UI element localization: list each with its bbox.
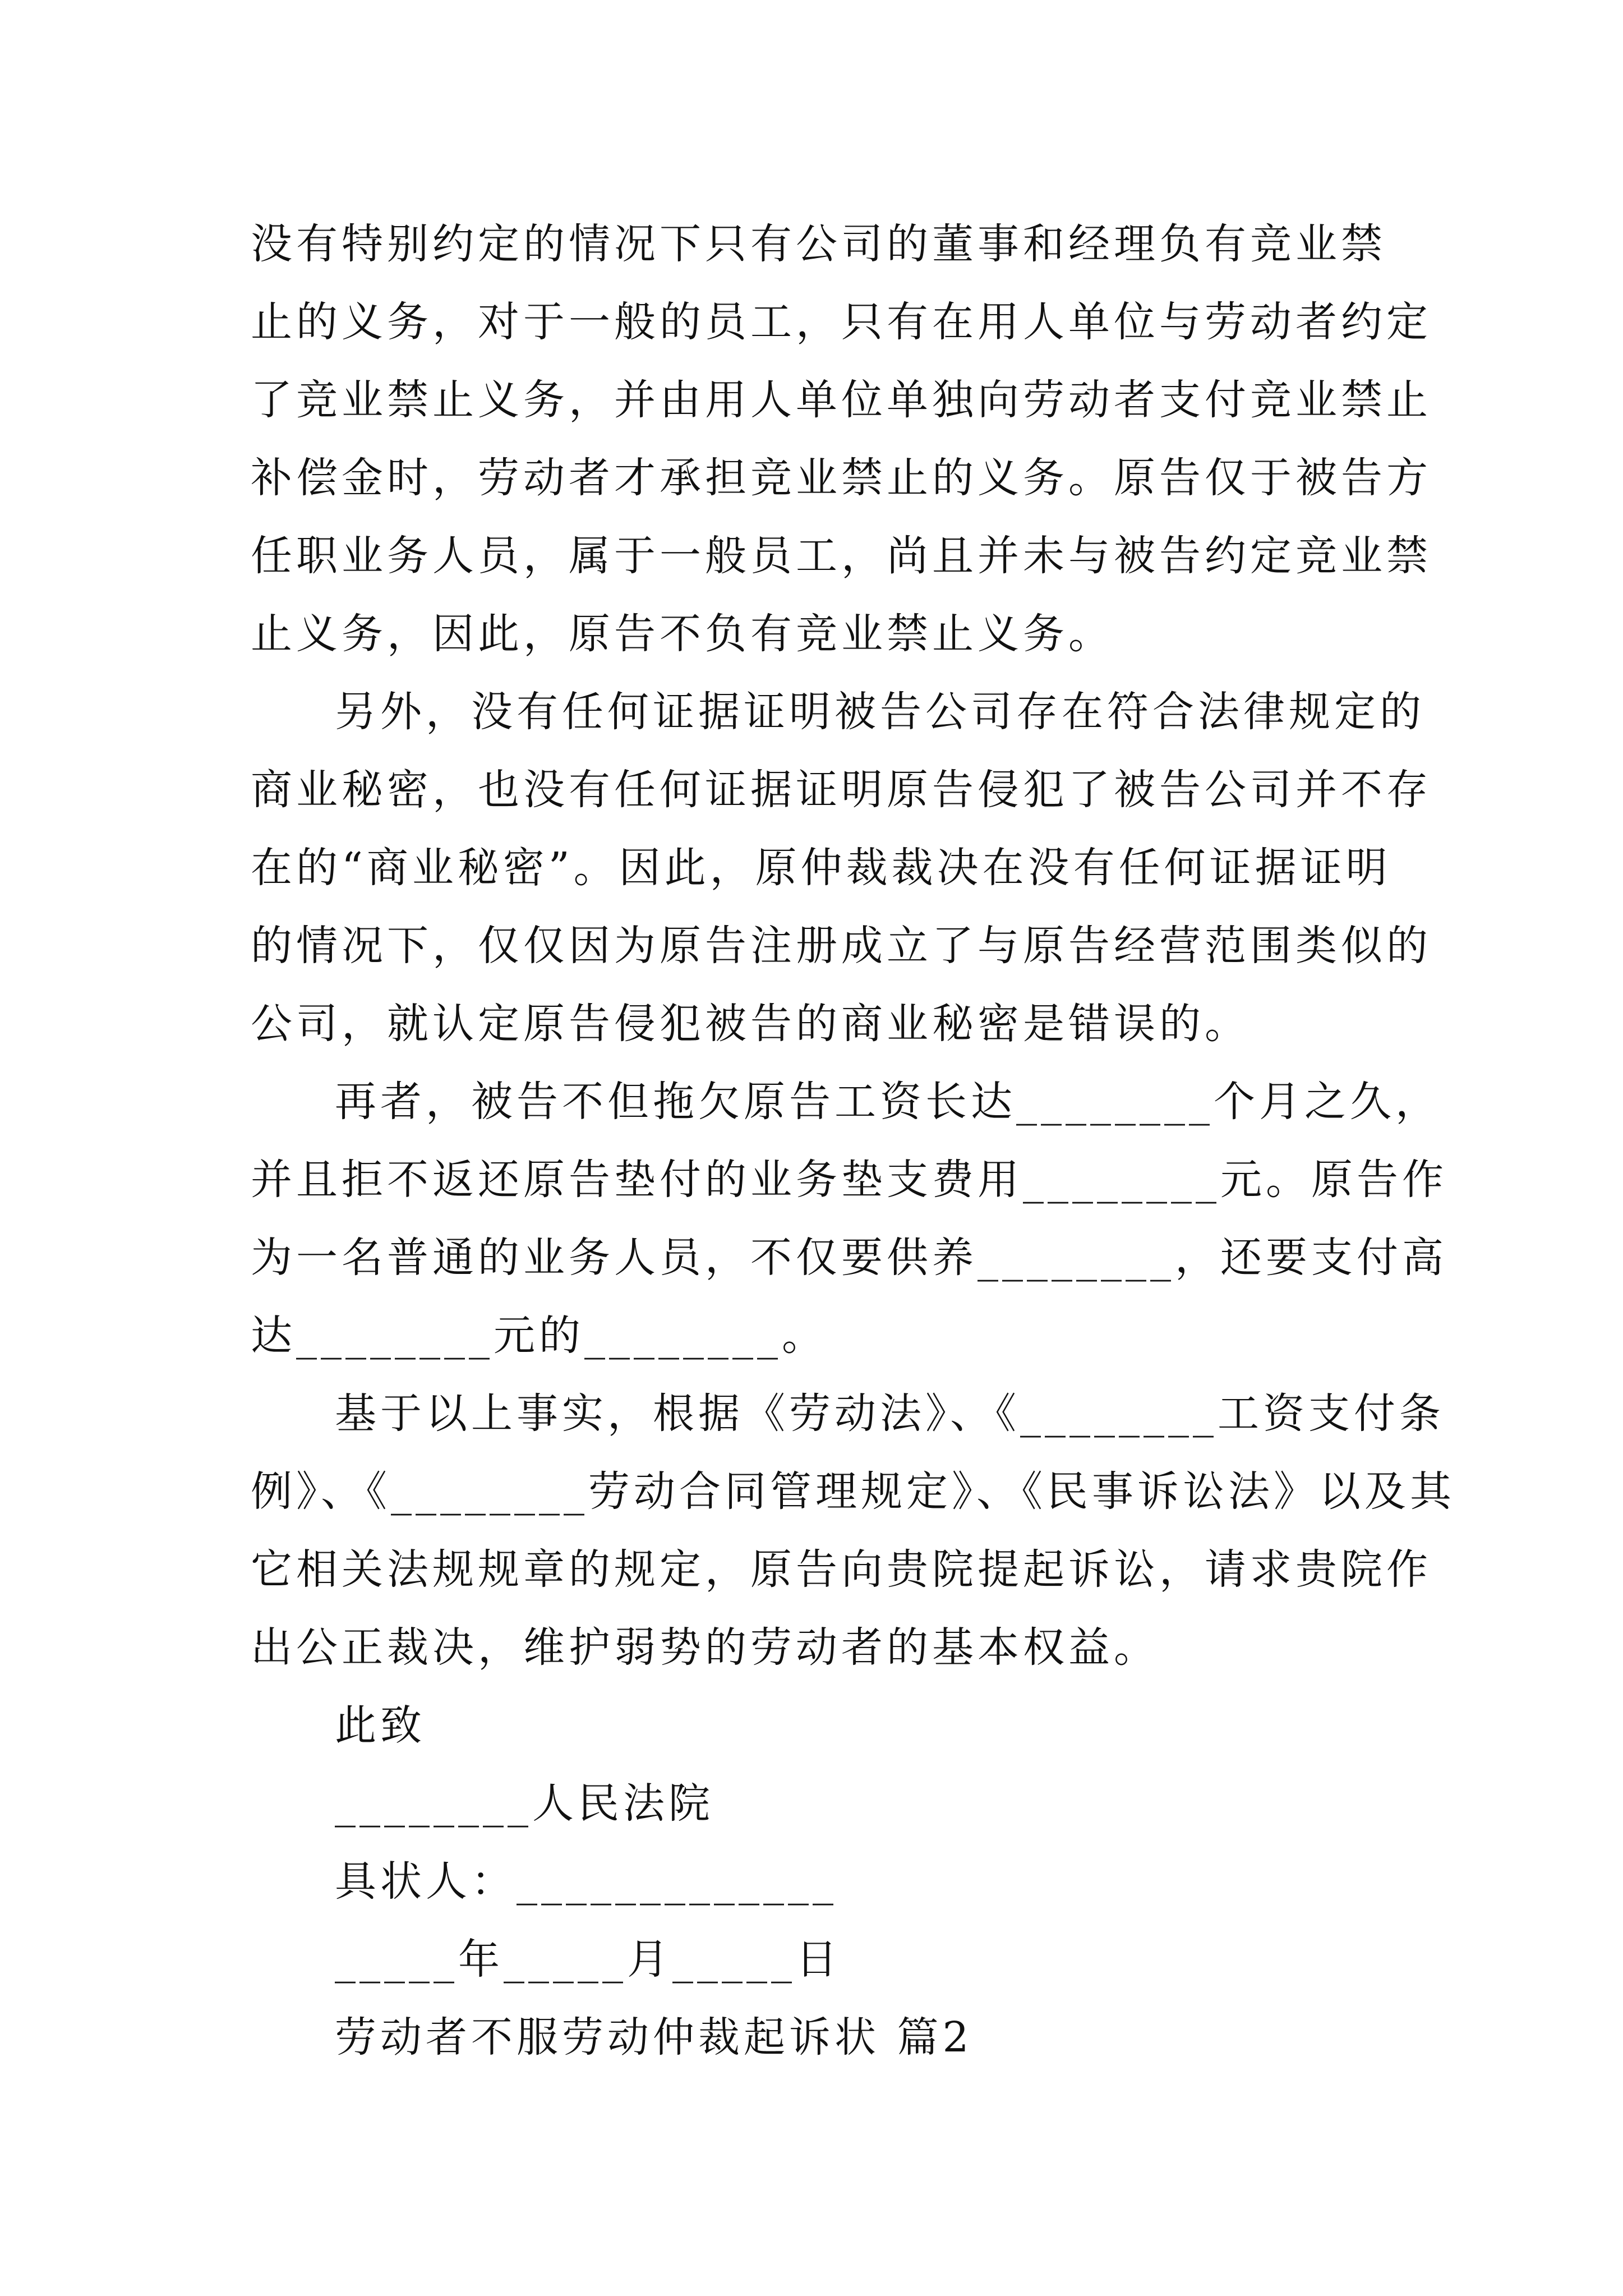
text-line: 在的“商业秘密”。因此，原仲裁裁决在没有任何证据证明 [251,844,1391,892]
text-line: 了竞业禁止义务，并由用人单位单独向劳动者支付竞业禁止 [251,376,1432,424]
court-name-field: ________人民法院 [335,1779,714,1828]
text-line: 公司，就认定原告侵犯被告的商业秘密是错误的。 [251,1000,1250,1048]
text-line: 止义务，因此，原告不负有竞业禁止义务。 [251,610,1114,658]
next-section-title: 劳动者不服劳动仲裁起诉状 篇2 [335,2013,973,2062]
paragraph-trade-secret [251,673,1432,1063]
salutation: 此致 [335,1701,426,1750]
text-line: 另外，没有任何证据证明被告公司存在符合法律规定的 [335,688,1425,736]
paragraph-wages [251,1063,1447,1375]
document-page [251,205,1455,2077]
plaintiff-signature-field: 具状人：_____________ [335,1857,837,1906]
text-line: 出公正裁决，维护弱势的劳动者的基本权益。 [251,1623,1159,1672]
date-field: _____年_____月_____日 [335,1935,841,1984]
text-line: 补偿金时，劳动者才承担竞业禁止的义务。原告仅于被告方 [251,454,1432,502]
text-line: 并且拒不返还原告垫付的业务垫支费用________元。原告作 [251,1156,1447,1204]
text-line: 为一名普通的业务人员，不仅要供养________，还要支付高 [251,1234,1447,1282]
text-line: 任职业务人员，属于一般员工，尚且并未与被告约定竞业禁 [251,532,1432,580]
text-line: 达________元的________。 [251,1312,827,1360]
closing-block [251,1687,1400,2077]
text-line: 再者，被告不但拖欠原告工资长达________个月之久， [335,1078,1441,1126]
paragraph-competition-duty [251,205,1432,673]
text-line: 的情况下，仅仅因为原告注册成立了与原告经营范围类似的 [251,922,1432,970]
text-line: 止的义务，对于一般的员工，只有在用人单位与劳动者约定 [251,298,1432,346]
text-line: 基于以上事实，根据《劳动法》、《________工资支付条 [335,1389,1445,1438]
text-line: 它相关法规规章的规定，原告向贵院提起诉讼，请求贵院作 [251,1545,1432,1594]
text-line: 例》、《________劳动合同管理规定》、《民事诉讼法》以及其 [251,1467,1455,1516]
paragraph-legal-basis [251,1375,1455,1687]
text-line: 没有特别约定的情况下只有公司的董事和经理负有竞业禁 [251,220,1386,268]
text-line: 商业秘密，也没有任何证据证明原告侵犯了被告公司并不存 [251,766,1432,814]
